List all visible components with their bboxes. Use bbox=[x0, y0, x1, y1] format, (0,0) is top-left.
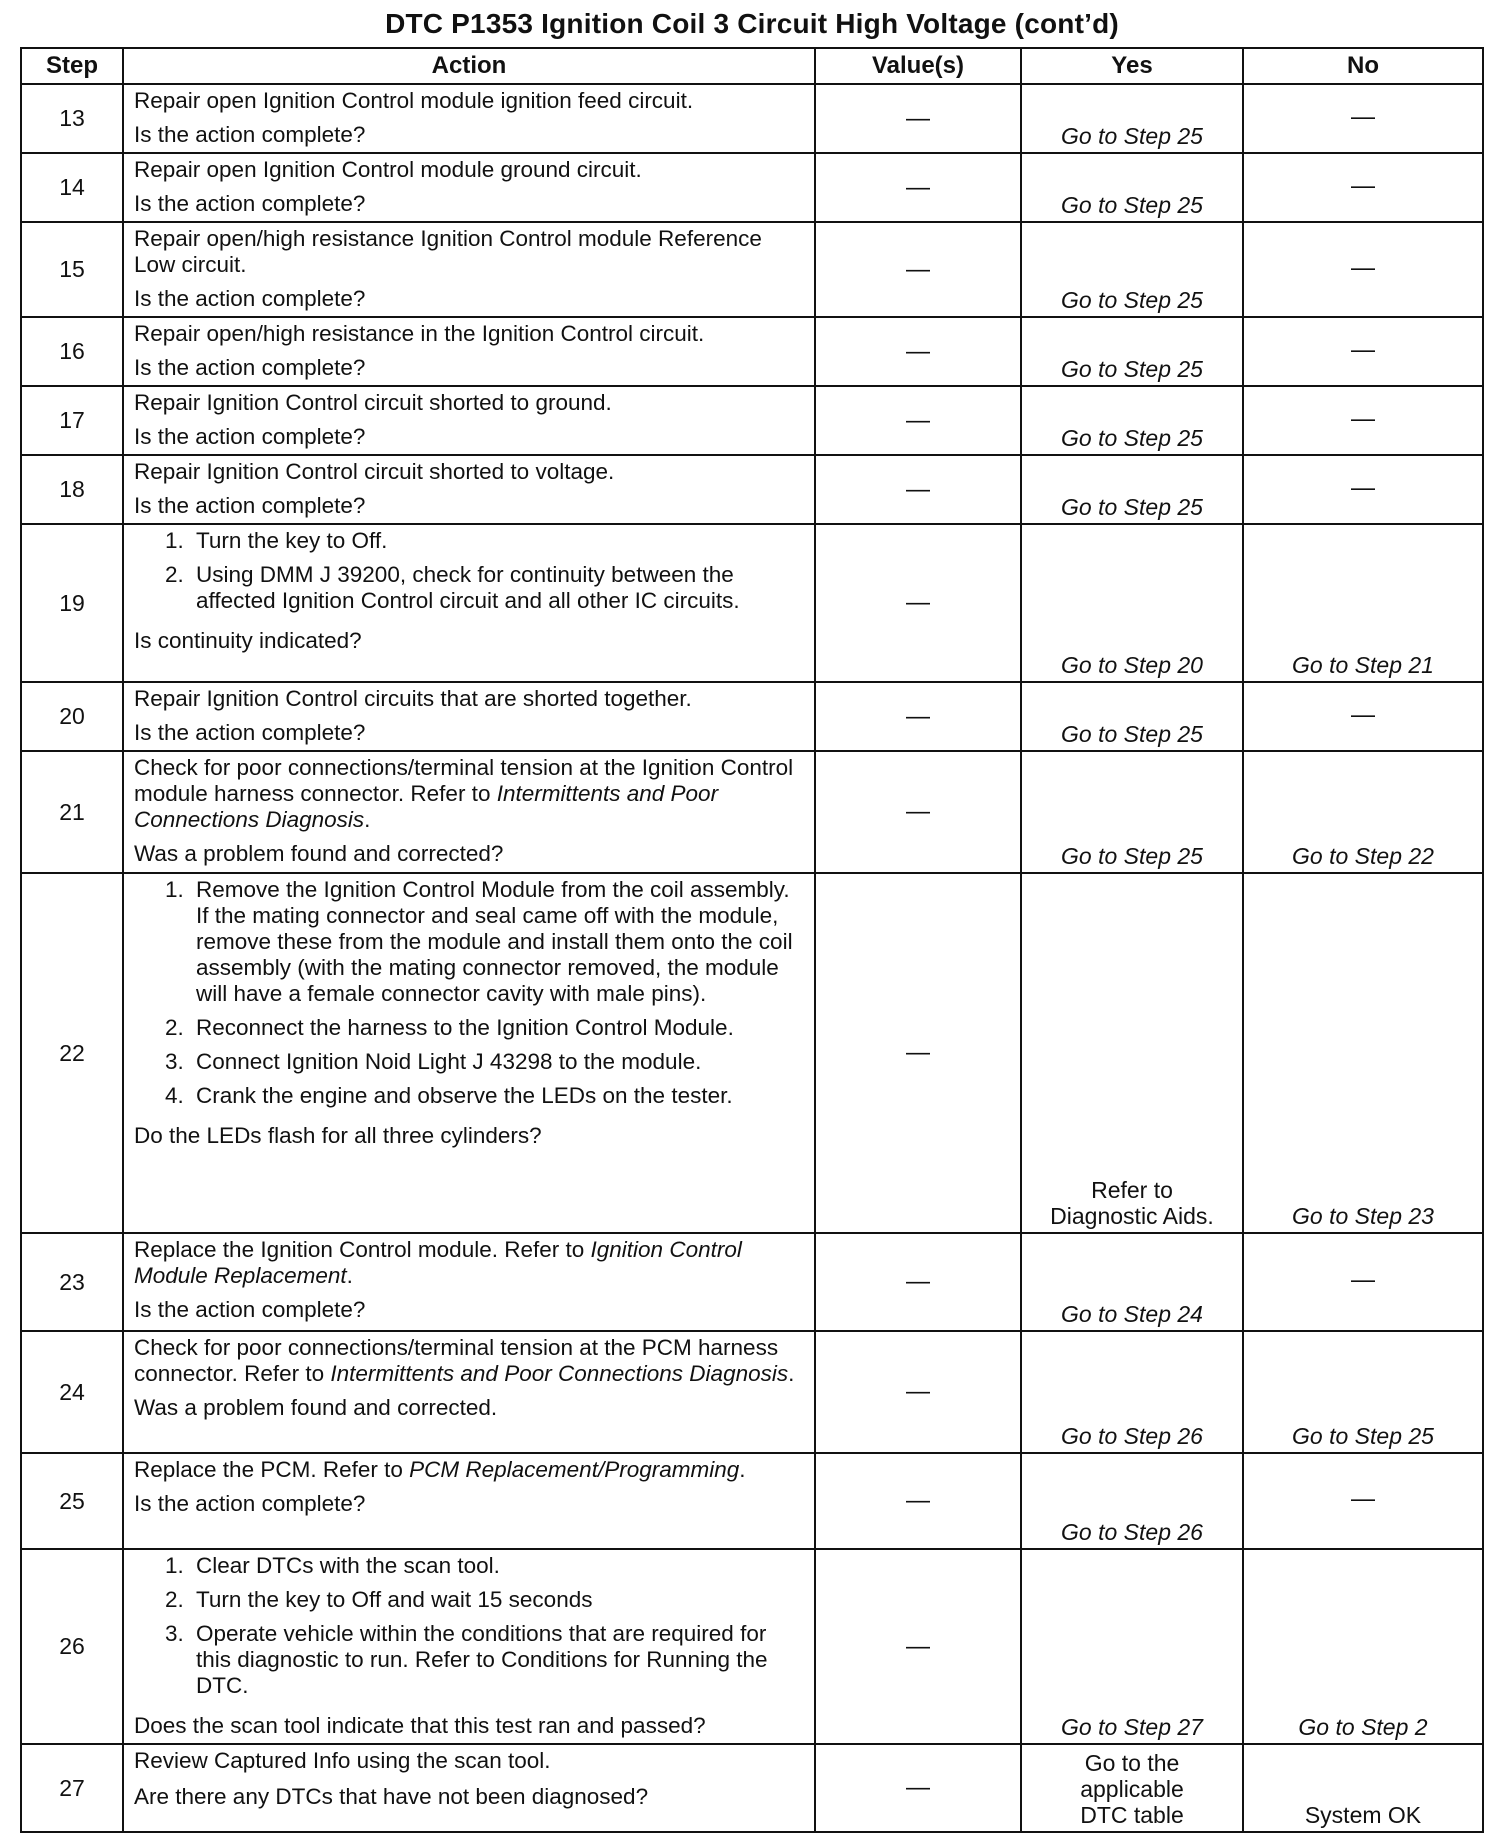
value-cell: — bbox=[815, 1744, 1021, 1832]
yes-result: Go to Step 25 bbox=[1061, 843, 1203, 869]
action-cell bbox=[123, 1453, 815, 1549]
table-row bbox=[21, 1453, 1483, 1549]
yes-result: Go to Step 26 bbox=[1061, 1519, 1203, 1545]
yes-cell bbox=[1021, 682, 1243, 751]
value-cell: — bbox=[815, 751, 1021, 873]
action-cell bbox=[123, 84, 815, 153]
no-result: — bbox=[1351, 172, 1375, 200]
yes-result: Go to Step 20 bbox=[1061, 652, 1203, 678]
yes-result: Go to Step 25 bbox=[1061, 425, 1203, 451]
value-cell: — bbox=[815, 1233, 1021, 1331]
action-cell bbox=[123, 873, 815, 1233]
yes-cell bbox=[1021, 455, 1243, 524]
action-cell bbox=[123, 317, 815, 386]
step-number: 27 bbox=[21, 1744, 123, 1832]
no-cell bbox=[1243, 751, 1483, 873]
table-row bbox=[21, 1549, 1483, 1744]
table-row bbox=[21, 153, 1483, 222]
yes-cell bbox=[1021, 317, 1243, 386]
action-step: 2. Turn the key to Off and wait 15 seconds bbox=[190, 1587, 806, 1613]
yes-cell bbox=[1021, 84, 1243, 153]
action-text: Repair Ignition Control circuit shorted to ground. bbox=[134, 390, 612, 415]
value-cell: — bbox=[815, 873, 1021, 1233]
no-cell bbox=[1243, 1233, 1483, 1331]
step-number: 22 bbox=[21, 873, 123, 1233]
action-question: Is the action complete? bbox=[134, 355, 366, 380]
table-row bbox=[21, 455, 1483, 524]
table-row bbox=[21, 1331, 1483, 1453]
yes-result: Refer to Diagnostic Aids. bbox=[1050, 1177, 1214, 1229]
step-number: 15 bbox=[21, 222, 123, 317]
action-text: Check for poor connections/terminal tension at the Ignition Control module harness connector. Refer to Intermittents and Poor Connections Diagnosis. bbox=[134, 755, 794, 832]
reference-link-text: Ignition Control Module Replacement bbox=[134, 1237, 742, 1288]
no-result: — bbox=[1351, 103, 1375, 131]
no-result: System OK bbox=[1304, 1802, 1422, 1828]
action-question: Do the LEDs flash for all three cylinders? bbox=[134, 1123, 542, 1148]
no-cell bbox=[1243, 1331, 1483, 1453]
header-action: Action bbox=[123, 48, 815, 84]
action-question: Is the action complete? bbox=[134, 191, 366, 216]
no-cell bbox=[1243, 1744, 1483, 1832]
action-question: Is the action complete? bbox=[134, 286, 366, 311]
action-cell bbox=[123, 524, 815, 682]
action-question: Are there any DTCs that have not been diagnosed? bbox=[134, 1784, 649, 1809]
reference-link-text: PCM Replacement/Programming bbox=[409, 1457, 740, 1482]
table-row bbox=[21, 317, 1483, 386]
action-cell bbox=[123, 455, 815, 524]
no-result: — bbox=[1351, 701, 1375, 729]
action-question: Was a problem found and corrected. bbox=[134, 1395, 498, 1420]
step-number: 14 bbox=[21, 153, 123, 222]
value-cell: — bbox=[815, 222, 1021, 317]
table-row bbox=[21, 873, 1483, 1233]
action-step: 2. Using DMM J 39200, check for continuity between the affected Ignition Control circuit and all other IC circuits. bbox=[190, 562, 806, 614]
yes-result: Go to Step 26 bbox=[1061, 1423, 1203, 1449]
action-cell bbox=[123, 153, 815, 222]
value-cell: — bbox=[815, 153, 1021, 222]
no-result: Go to Step 23 bbox=[1292, 1203, 1434, 1229]
action-question: Does the scan tool indicate that this test ran and passed? bbox=[134, 1713, 706, 1738]
yes-result: Go to Step 25 bbox=[1061, 287, 1203, 313]
step-number: 26 bbox=[21, 1549, 123, 1744]
reference-link-text: Intermittents and Poor Connections Diagnosis bbox=[330, 1361, 789, 1386]
step-number: 20 bbox=[21, 682, 123, 751]
table-row bbox=[21, 222, 1483, 317]
action-text: Repair open/high resistance Ignition Control module Reference Low circuit. bbox=[134, 226, 762, 277]
step-number: 17 bbox=[21, 386, 123, 455]
no-result: — bbox=[1351, 1266, 1375, 1294]
yes-result: Go to Step 25 bbox=[1061, 192, 1203, 218]
value-cell: — bbox=[815, 317, 1021, 386]
yes-cell bbox=[1021, 751, 1243, 873]
step-number: 21 bbox=[21, 751, 123, 873]
step-number: 23 bbox=[21, 1233, 123, 1331]
action-question: Is the action complete? bbox=[134, 122, 366, 147]
action-text: Repair open Ignition Control module ground circuit. bbox=[134, 157, 642, 182]
action-cell bbox=[123, 222, 815, 317]
action-step: 3. Connect Ignition Noid Light J 43298 to the module. bbox=[190, 1049, 806, 1075]
action-question: Is the action complete? bbox=[134, 1297, 366, 1322]
action-cell bbox=[123, 1331, 815, 1453]
no-result: — bbox=[1351, 474, 1375, 502]
action-step: 3. Operate vehicle within the conditions that are required for this diagnostic to run. Refer to Conditions for Running the DTC. bbox=[190, 1621, 806, 1699]
value-cell: — bbox=[815, 1549, 1021, 1744]
no-result: Go to Step 25 bbox=[1292, 1423, 1434, 1449]
table-header-row bbox=[21, 48, 1483, 84]
step-number: 16 bbox=[21, 317, 123, 386]
action-step: 2. Reconnect the harness to the Ignition Control Module. bbox=[190, 1015, 806, 1041]
no-cell bbox=[1243, 682, 1483, 751]
action-step: 4. Crank the engine and observe the LEDs on the tester. bbox=[190, 1083, 806, 1109]
table-row bbox=[21, 386, 1483, 455]
page-title: DTC P1353 Ignition Coil 3 Circuit High Voltage (cont’d) bbox=[385, 8, 1119, 39]
no-cell bbox=[1243, 524, 1483, 682]
header-step: Step bbox=[21, 48, 123, 84]
table-row bbox=[21, 84, 1483, 153]
no-result: — bbox=[1351, 1485, 1375, 1513]
no-result: — bbox=[1351, 336, 1375, 364]
no-cell bbox=[1243, 455, 1483, 524]
action-cell bbox=[123, 1549, 815, 1744]
action-text: Review Captured Info using the scan tool. bbox=[134, 1748, 551, 1773]
value-cell: — bbox=[815, 386, 1021, 455]
table-row bbox=[21, 1233, 1483, 1331]
action-cell bbox=[123, 386, 815, 455]
header-values: Value(s) bbox=[815, 48, 1021, 84]
action-text: Check for poor connections/terminal tension at the PCM harness connector. Refer to Intermittents and Poor Connections Diagnosis. bbox=[134, 1335, 795, 1386]
yes-result: Go to Step 25 bbox=[1061, 494, 1203, 520]
yes-cell bbox=[1021, 524, 1243, 682]
step-number: 13 bbox=[21, 84, 123, 153]
action-cell bbox=[123, 1233, 815, 1331]
action-text: Repair open/high resistance in the Ignition Control circuit. bbox=[134, 321, 705, 346]
action-text: Repair Ignition Control circuit shorted to voltage. bbox=[134, 459, 615, 484]
no-cell bbox=[1243, 1453, 1483, 1549]
action-cell bbox=[123, 751, 815, 873]
step-number: 24 bbox=[21, 1331, 123, 1453]
no-result: Go to Step 22 bbox=[1292, 843, 1434, 869]
table-row bbox=[21, 751, 1483, 873]
action-question: Is the action complete? bbox=[134, 493, 366, 518]
value-cell: — bbox=[815, 455, 1021, 524]
action-step: 1. Turn the key to Off. bbox=[190, 528, 806, 554]
yes-result: Go to Step 25 bbox=[1061, 123, 1203, 149]
no-result: — bbox=[1351, 254, 1375, 282]
action-question: Is the action complete? bbox=[134, 424, 366, 449]
action-step: 1. Clear DTCs with the scan tool. bbox=[190, 1553, 806, 1579]
table-row bbox=[21, 682, 1483, 751]
yes-result: Go to Step 24 bbox=[1061, 1301, 1203, 1327]
value-cell: — bbox=[815, 1331, 1021, 1453]
action-steps bbox=[134, 528, 806, 622]
no-cell bbox=[1243, 1549, 1483, 1744]
action-text: Replace the Ignition Control module. Refer to Ignition Control Module Replacement. bbox=[134, 1237, 742, 1288]
value-cell: — bbox=[815, 682, 1021, 751]
no-cell bbox=[1243, 84, 1483, 153]
action-question: Is the action complete? bbox=[134, 720, 366, 745]
value-cell: — bbox=[815, 524, 1021, 682]
header-yes: Yes bbox=[1021, 48, 1243, 84]
value-cell: — bbox=[815, 84, 1021, 153]
action-question: Is the action complete? bbox=[134, 1491, 366, 1516]
action-text: Repair Ignition Control circuits that are shorted together. bbox=[134, 686, 692, 711]
action-steps bbox=[134, 877, 806, 1117]
action-cell bbox=[123, 682, 815, 751]
value-cell: — bbox=[815, 1453, 1021, 1549]
yes-cell bbox=[1021, 1331, 1243, 1453]
no-cell bbox=[1243, 317, 1483, 386]
action-steps bbox=[134, 1553, 806, 1707]
yes-result: Go to Step 25 bbox=[1061, 356, 1203, 382]
diagnostic-table bbox=[20, 47, 1484, 1833]
no-result: Go to Step 2 bbox=[1298, 1714, 1428, 1740]
yes-cell bbox=[1021, 1744, 1243, 1832]
action-text: Replace the PCM. Refer to PCM Replacement/Programming. bbox=[134, 1457, 746, 1482]
no-result: Go to Step 21 bbox=[1292, 652, 1434, 678]
action-step: 1. Remove the Ignition Control Module from the coil assembly. If the mating connector and seal came off with the module, remove these from the module and install them onto the coil assembly (with the mating connector removed, the module will have a female connector cavity with male pins). bbox=[190, 877, 806, 1007]
action-question: Is continuity indicated? bbox=[134, 628, 362, 653]
table-row bbox=[21, 1744, 1483, 1832]
no-cell bbox=[1243, 386, 1483, 455]
yes-cell bbox=[1021, 1233, 1243, 1331]
yes-cell bbox=[1021, 1453, 1243, 1549]
yes-cell bbox=[1021, 153, 1243, 222]
step-number: 19 bbox=[21, 524, 123, 682]
yes-cell bbox=[1021, 386, 1243, 455]
reference-link-text: Intermittents and Poor Connections Diagnosis bbox=[134, 781, 719, 832]
yes-result: Go to the applicable DTC table bbox=[1080, 1750, 1184, 1828]
header-no: No bbox=[1243, 48, 1483, 84]
action-question: Was a problem found and corrected? bbox=[134, 841, 504, 866]
no-cell bbox=[1243, 222, 1483, 317]
step-number: 25 bbox=[21, 1453, 123, 1549]
action-cell bbox=[123, 1744, 815, 1832]
yes-cell bbox=[1021, 1549, 1243, 1744]
step-number: 18 bbox=[21, 455, 123, 524]
no-cell bbox=[1243, 873, 1483, 1233]
yes-result: Go to Step 27 bbox=[1061, 1714, 1203, 1740]
no-cell bbox=[1243, 153, 1483, 222]
action-text: Repair open Ignition Control module ignition feed circuit. bbox=[134, 88, 694, 113]
no-result: — bbox=[1351, 405, 1375, 433]
table-row bbox=[21, 524, 1483, 682]
yes-cell bbox=[1021, 873, 1243, 1233]
yes-cell bbox=[1021, 222, 1243, 317]
yes-result: Go to Step 25 bbox=[1061, 721, 1203, 747]
